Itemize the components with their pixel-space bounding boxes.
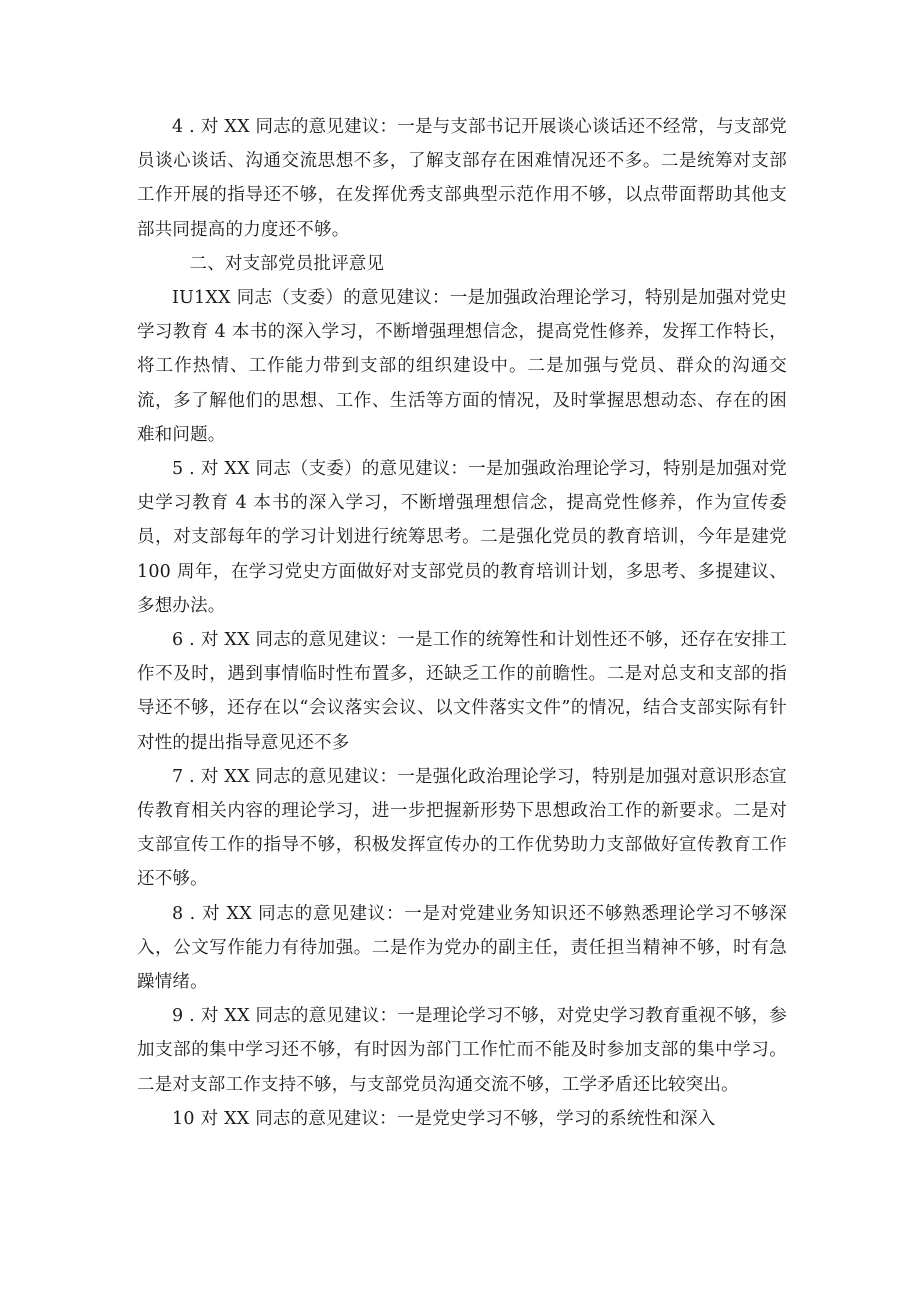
paragraph-number: 4 . bbox=[172, 117, 195, 137]
paragraph-5 bbox=[137, 452, 787, 623]
paragraph-8 bbox=[137, 897, 787, 1000]
paragraph-4 bbox=[137, 110, 787, 247]
paragraph-number: 8 . bbox=[172, 903, 196, 924]
paragraph-number: 7 . bbox=[172, 766, 195, 787]
paragraph-number: 6 . bbox=[172, 630, 195, 651]
paragraph-iu1 bbox=[137, 281, 787, 452]
paragraph-6 bbox=[137, 623, 787, 760]
paragraph-number: 9 . bbox=[172, 1006, 195, 1027]
paragraph-10 bbox=[137, 1102, 787, 1136]
document-page bbox=[137, 110, 787, 1136]
paragraph-number: 5 . bbox=[172, 459, 195, 480]
paragraph-number: 10 bbox=[172, 1108, 195, 1129]
paragraph-text: 对 XX 同志的意见建议：一是党史学习不够，学习的系统性和深入 bbox=[200, 1108, 716, 1129]
paragraph-number: IU1XX bbox=[172, 288, 231, 309]
paragraph-text: 对 XX 同志的意见建议：一是工作的统筹性和计划性还不够，还存在安排工作不及时，遇到事情临时性布置多，还缺乏工作的前瞻性。二是对总支和支部的指导还不够，还存在以“会议落实会议、以文件落实文件”的情况，结合支部实际有针对性的提出指导意见还不多 bbox=[137, 630, 787, 753]
paragraph-text: 对 XX 同志的意见建议：一是强化政治理论学习，特别是加强对意识形态宣传教育相关内容的理论学习，进一步把握新形势下思想政治工作的新要求。二是对支部宣传工作的指导不够，积极发挥宣传办的工作优势助力支部做好宣传教育工作还不够。 bbox=[137, 766, 787, 890]
paragraph-text: 同志（支委）的意见建议：一是加强政治理论学习，特别是加强对党史学习教育 4 本书的深入学习，不断增强理想信念，提高党性修养，发挥工作特长，将工作热情、工作能力带到支部的组织建设中。二是加强与党员、群众的沟通交流，多了解他们的思想、工作、生活等方面的情况，及时掌握思想动态、存在的困难和问题。 bbox=[137, 288, 787, 445]
paragraph-text: 对 XX 同志（支委）的意见建议：一是加强政治理论学习，特别是加强对党史学习教育 4 本书的深入学习，不断增强理想信念，提高党性修养，作为宣传委员，对支部每年的学习计划进行统筹思考。二是强化党员的教育培训，今年是建党 100 周年，在学习党史方面做好对支部党员的教育培训计划，多思考、多提建议、多想办法。 bbox=[137, 459, 787, 616]
paragraph-9 bbox=[137, 999, 787, 1102]
section-heading: 二、对支部党员批评意见 bbox=[189, 253, 385, 274]
paragraph-text: 对 XX 同志的意见建议：一是对党建业务知识还不够熟悉理论学习不够深入，公文写作能力有待加强。二是作为党办的副主任，责任担当精神不够，时有急躁情绪。 bbox=[137, 903, 787, 993]
paragraph-text: 对 XX 同志的意见建议：一是理论学习不够，对党史学习教育重视不够，参加支部的集中学习还不够，有时因为部门工作忙而不能及时参加支部的集中学习。二是对支部工作支持不够，与支部党员沟通交流不够，工学矛盾还比较突出。 bbox=[137, 1006, 787, 1095]
paragraph-7 bbox=[137, 760, 787, 897]
paragraph-text: 对 XX 同志的意见建议：一是与支部书记开展谈心谈话还不经常，与支部党员谈心谈话、沟通交流思想不多，了解支部存在困难情况还不多。二是统筹对支部工作开展的指导还不够，在发挥优秀支部典型示范作用不够，以点带面帮助其他支部共同提高的力度还不够。 bbox=[137, 117, 787, 240]
